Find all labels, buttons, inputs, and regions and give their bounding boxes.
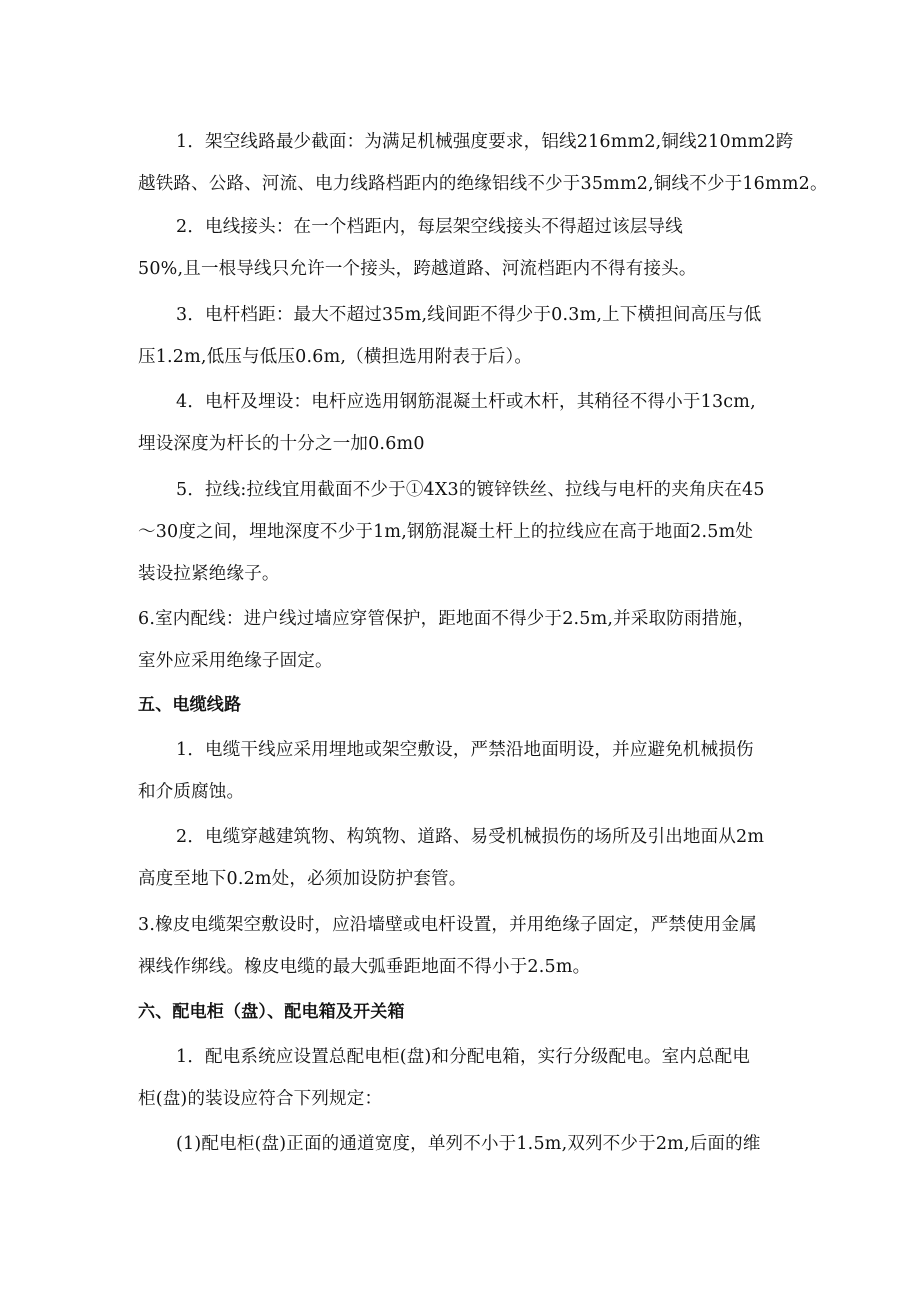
overhead-line-item-6-cont: 室外应采用绝缘子固定。 — [138, 651, 333, 671]
cable-item-1-cont: 和介质腐蚀。 — [138, 782, 245, 802]
overhead-line-item-2: 2．电线接头：在一个档距内，每层架空线接头不得超过该层导线 — [176, 217, 683, 237]
overhead-line-item-3: 3．电杆档距：最大不超过35m,线间距不得少于0.3m,上下横担间高压与低 — [176, 305, 762, 325]
cable-item-3: 3.橡皮电缆架空敷设时，应沿墙壁或电杆设置，并用绝缘子固定，严禁使用金属 — [138, 915, 757, 935]
overhead-line-item-6: 6.室内配线：进户线过墙应穿管保护，距地面不得少于2.5m,并采取防雨措施， — [138, 609, 755, 629]
cable-item-2: 2．电缆穿越建筑物、构筑物、道路、易受机械损伤的场所及引出地面从2m — [176, 827, 765, 847]
distribution-item-1-cont: 柜(盘)的装设应符合下列规定： — [138, 1089, 383, 1109]
section-heading-cable-lines: 五、电缆线路 — [138, 695, 242, 715]
overhead-line-item-4: 4．电杆及埋设：电杆应选用钢筋混凝土杆或木杆，其稍径不得小于13cm, — [176, 392, 756, 412]
cable-item-3-cont: 裸线作绑线。橡皮电缆的最大弧垂距地面不得小于2.5m。 — [138, 957, 591, 977]
cable-item-2-cont: 高度至地下0.2m处，必须加设防护套管。 — [138, 869, 467, 889]
distribution-item-1: 1．配电系统应设置总配电柜(盘)和分配电箱，实行分级配电。室内总配电 — [176, 1047, 751, 1067]
overhead-line-item-2-cont: 50%,且一根导线只允许一个接头，跨越道路、河流档距内不得有接头。 — [138, 259, 697, 279]
cable-item-1: 1．电缆干线应采用埋地或架空敷设，严禁沿地面明设，并应避免机械损伤 — [176, 740, 754, 760]
distribution-item-1-sub-1: (1)配电柜(盘)正面的通道宽度，单列不小于1.5m,双列不少于2m,后面的维 — [176, 1134, 761, 1154]
overhead-line-item-5: 5．拉线:拉线宜用截面不少于①4X3的镀锌铁丝、拉线与电杆的夹角庆在45 — [176, 480, 765, 500]
overhead-line-item-5-cont2: 装设拉紧绝缘子。 — [138, 564, 280, 584]
overhead-line-item-1: 1．架空线路最少截面：为满足机械强度要求，铝线216mm2,铜线210mm2跨 — [176, 132, 794, 152]
section-heading-distribution-boxes: 六、配电柜（盘）、配电箱及开关箱 — [138, 1002, 405, 1022]
overhead-line-item-4-cont: 埋设深度为杆长的十分之一加0.6m0 — [138, 434, 425, 454]
overhead-line-item-3-cont: 压1.2m,低压与低压0.6m,（横担选用附表于后）。 — [138, 347, 533, 367]
overhead-line-item-5-cont: ～30度之间，埋地深度不少于1m,钢筋混凝土杆上的拉线应在高于地面2.5m处 — [138, 522, 754, 542]
overhead-line-item-1-cont: 越铁路、公路、河流、电力线路档距内的绝缘铝线不少于35mm2,铜线不少于16mm2。 — [138, 174, 828, 194]
